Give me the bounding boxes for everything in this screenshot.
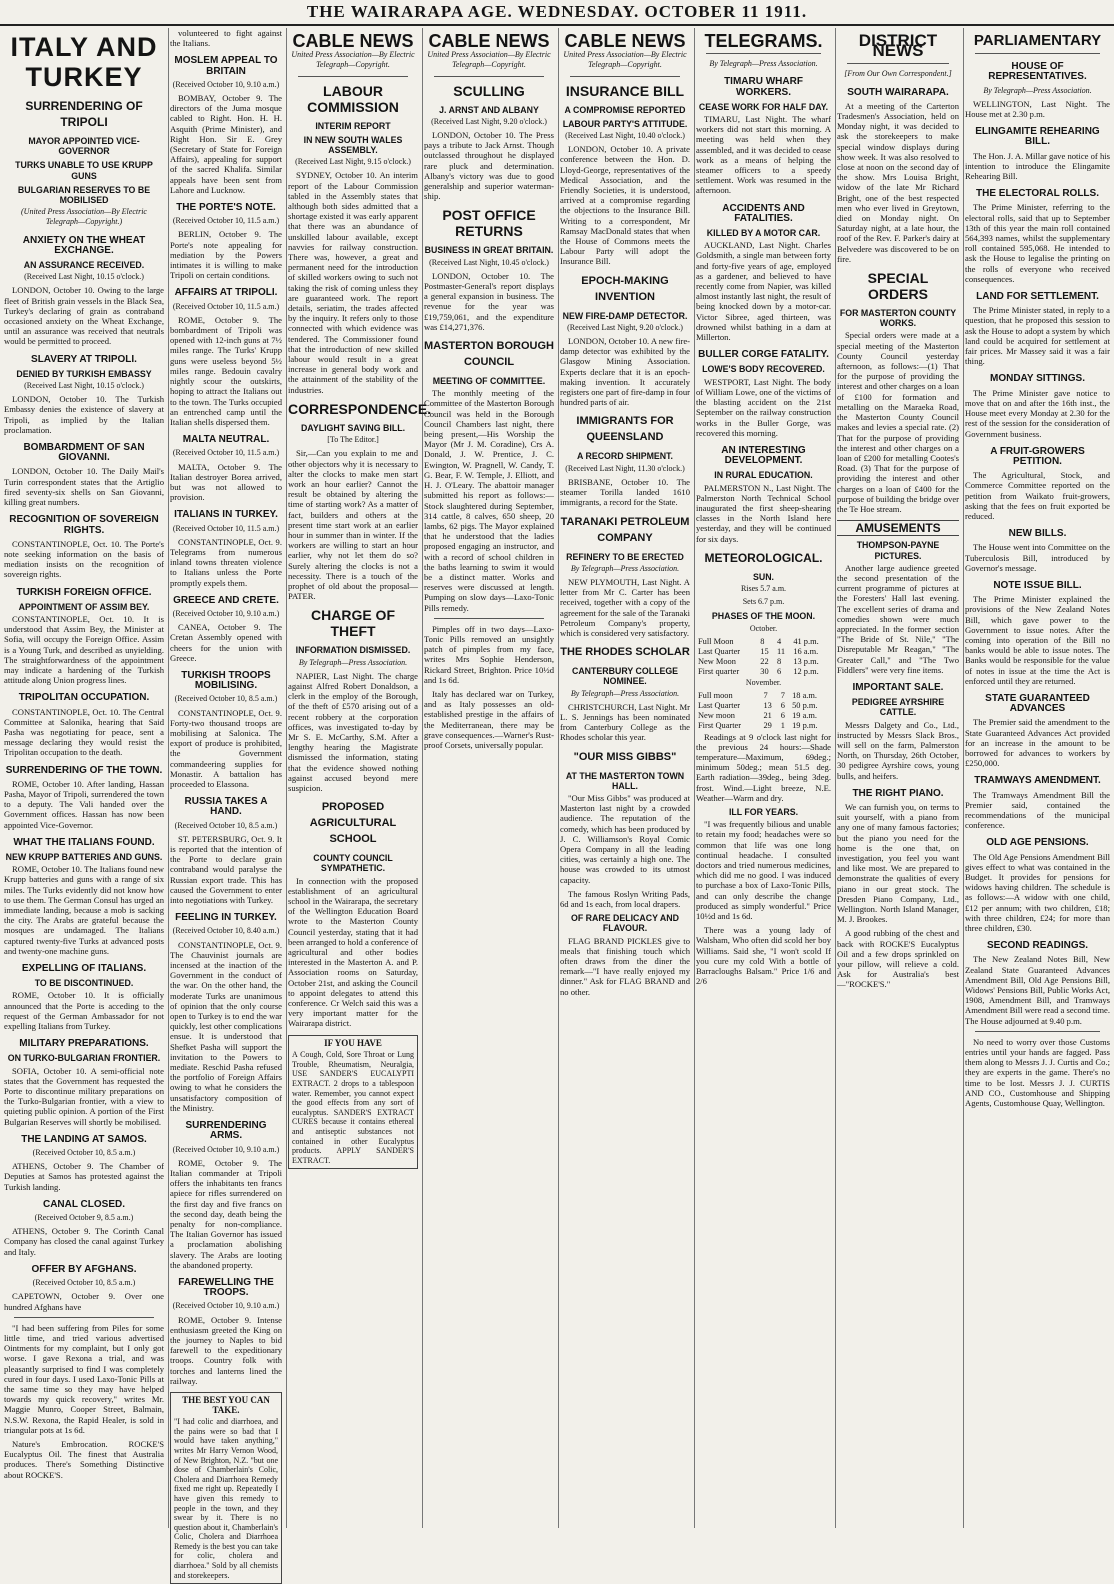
moon-phases-heading: PHASES OF THE MOON.: [711, 611, 816, 622]
article-text: SYDNEY, October 10. An interim report of the Labour Commission tabled in the Assembly states that although both sides admitted that a shortage existed it was early apparent that there was an abundance of unskilled labour available, except navvies for railway construction. There was, however, a great and permanent need for the introduction of skilled workers owing to such not taking the risk of coming unless they are guaranteed work. The report details, seriatim, the trades affected by the inquiry. It refers only to those connected with which evidence was tendered. The Commissioner found that the introduction of new skilled labour would result in a great increase in general body work and the attainment of the stability of the industries.: [288, 170, 418, 395]
section-heading: GREECE AND CRETE.: [173, 594, 279, 606]
article-text: MALTA, October 9. The Italian destroyer Borea arrived, but was not allowed to provision.: [170, 461, 282, 503]
moon-phase-cell: Full moon: [698, 690, 733, 700]
article-text: In connection with the proposed establishment of an agricultural school in the Wairarapa, the secretary of the Wellington Education Board wrote to the Masterton County Council yesterday, stating that it had been arranged to hold a conference of agricultural and other bodies interested in the Masterton A. and P. Association rooms on Saturday, October 21st, and asking the Council to appoint delegates to attend this conference. Cr Welch said this was a very important matter for the Wairarapa district.: [288, 875, 418, 1029]
credit-line: By Telegraph—Press Association.: [570, 563, 680, 573]
article-text: The Agricultural, Stock, and Commerce Committee reported on the petition from Waikato fruit-growers, asking that the fees on fruit exported be reduced.: [965, 470, 1110, 521]
advertisement: "I had been suffering from Piles for some little time, and tried various advertised Ointments for my complaint, but I only got worse. I gave Rexona a trial, and was pleasantly surprised to find I was completely cured in four days. I used Laxo-Tonic Pills at the same time so they may have helped towards my quick recovery," writes Mr. Maggie Munro, Cooper Street, Balmain, N.S.W. Rexona, the Rapid Healer, is sold in triangular pots at 1s 6d.: [4, 1322, 164, 1435]
divider: [298, 76, 408, 77]
section-heading: CANAL CLOSED.: [42, 1198, 126, 1210]
section-heading: RUSSIA TAKES A HAND.: [184, 796, 268, 818]
section-heading: TURKISH FOREIGN OFFICE.: [16, 586, 152, 598]
moon-phase-cell: First Quarter: [698, 721, 742, 731]
moon-table-november: [696, 691, 831, 732]
advertisement: A good rubbing of the chest and back with ROCKE'S Eucalyptus Oil and a few drops sprinkled on your pillow, will relieve a cold. Ask for Australia's best—"ROCKE'S.": [837, 928, 959, 990]
moon-phase-cell: New Moon: [698, 657, 736, 667]
article-text: ROME, October 9. The bombardment of Tripoli was opened with 12-inch guns at 7½ miles range. The Turks' Krupp guns were useless beyond 5½ miles range. Bedouin cavalry nightly scour the outskirts, hoping to attract the Italians out to the town. The Turks occupied an entrenched camp until the Italian shells dispersed them.: [170, 314, 282, 427]
divider: [14, 1317, 154, 1318]
section-heading: LAND FOR SETTLEMENT.: [976, 291, 1099, 303]
dateline: (Received Last Night, 10.45 o'clock.): [429, 257, 549, 267]
moon-phase-row: [696, 667, 831, 677]
section-heading: MILITARY PREPARATIONS.: [19, 1038, 149, 1050]
headline: ITALY AND TURKEY: [10, 32, 158, 92]
ad-text: A Cough, Cold, Sore Throat or Lung Trouble, Rheumatism, Neuralgia, USE SANDER'S EUCALYPTI EXTRACT. 2 drops to a tablespoon water. Remember, you cannot expect the good effects from any sort of eucalyptus. SANDER'S EXTRACT CURES because it contains ethereal and antiseptic substances not contained in other Eucalyptus products. APPLY SANDER'S EXTRACT.: [292, 1050, 414, 1165]
section-heading: EXPELLING OF ITALIANS.: [21, 963, 147, 975]
moon-phase-cell: 30: [760, 667, 769, 677]
moon-phase-cell: Last Quarter: [698, 646, 741, 656]
section-heading: MOSLEM APPEAL TO BRITAIN: [174, 55, 278, 77]
section-subheading: DENIED BY TURKISH EMBASSY: [16, 368, 152, 379]
moon-phase-cell: 21: [763, 711, 772, 721]
section-subheading: AT THE MASTERTON TOWN HALL.: [565, 770, 685, 791]
section-heading: FAREWELLING THE TROOPS.: [178, 1276, 274, 1299]
dateline: (Received October 10, 8.40 a.m.): [172, 926, 280, 936]
section-heading: NEW BILLS.: [1008, 528, 1067, 540]
article-text: CONSTANTINOPLE, Oct. 9. The Chauvinist journals are incensed at the inaction of the Government in the conduct of the war. On the other hand, the moderate Turks are unanimous of opinion that the only course open to Turkey is to end the war quickly, lest other complications ensue. It is understood that Shefket Pasha will support the invitation to the Powers to mediate. Reschid Pasha refused the portfolio of Foreign Affairs owing to what he considers the unsatisfactory composition of the Ministry.: [170, 939, 282, 1113]
article-text: WELLINGTON, Last Night. The House met at 2.30 p.m.: [965, 98, 1110, 120]
dateline: (Received Last Night, 10.15 o'clock.): [24, 272, 144, 282]
article-text: LONDON, October 10. The Daily Mail's Turin correspondent states that the Artiglio fired seventy-six shells on San Giovanni, killing great numbers.: [4, 466, 164, 508]
moon-phase-cell: 6: [780, 711, 785, 721]
article-text: CONSTANTINOPLE, Oct. 9. Telegrams from numerous inland towns threaten violence to Italians unless the Porte promptly expels them.: [170, 536, 282, 588]
section-subheading: CEASE WORK FOR HALF DAY.: [698, 101, 829, 112]
section-heading: AMUSEMENTS: [837, 520, 959, 536]
month-label: November.: [745, 677, 782, 687]
section-subheading: IN RURAL EDUCATION.: [714, 470, 813, 481]
section-heading: AN INTERESTING DEVELOPMENT.: [721, 444, 806, 467]
section-heading: ACCIDENTS AND FATALITIES.: [722, 202, 805, 224]
section-subheading: BUSINESS IN GREAT BRITAIN.: [424, 245, 554, 256]
advertisement: FLAG BRAND PICKLES give to meals that finishing touch which often draws from the diner the remark—"I have really enjoyed my dinner." Ask for FLAG BRAND and no other.: [560, 935, 690, 997]
article-text: TIMARU, Last Night. The wharf workers did not start this morning. A meeting was held when they assembled, and it was decided to cease work as a means of helping the steamer officers to a speedy settlement. Work was resumed in the afternoon.: [696, 114, 831, 196]
advertisement: No need to worry over those Customs entries until your hands are fagged. Pass them along to Messrs J. J. Curtis and Co.; they are experts in the game. There's no time to be lost. Messrs J. J. CURTIS AND CO., Customhouse and Shipping Agents, Customhouse Quay, Wellington.: [965, 1036, 1110, 1109]
dateline: (Received October 10, 11.5 a.m.): [172, 216, 280, 226]
dateline: (Received Last Night, 11.30 o'clock.): [565, 463, 685, 473]
article-text: AUCKLAND, Last Night. Charles Goldsmith, a single man between forty and forty-five years of age, employed as a gardener, and believed to have recently come from Napier, was killed almost instantly last night, the result of being knocked down by a motor-car. Victor Sibree, aged thirteen, was drowned whilst bathing in a dam at Millerton.: [696, 240, 831, 343]
moon-phase-cell: 13: [763, 700, 772, 710]
section-heading: AFFAIRS AT TRIPOLI.: [174, 287, 278, 299]
dateline: (Received October 10, 11.5 a.m.): [172, 523, 280, 533]
moon-phase-cell: 50 p.m.: [792, 700, 818, 710]
section-subheading: TO BE DISCONTINUED.: [34, 978, 134, 989]
section-subheading: DAYLIGHT SAVING BILL.: [300, 422, 406, 433]
section-subheading: INFORMATION DISMISSED.: [295, 645, 411, 656]
article-text: The House went into Committee on the Tuberculosis Bill, introduced by Governor's message.: [965, 542, 1110, 573]
moon-phase-cell: Full Moon: [698, 636, 734, 646]
moon-phase-cell: First quarter: [698, 667, 740, 677]
ad-heading: IF YOU HAVE: [324, 1037, 382, 1048]
article-text: BOMBAY, October 9. The directors of the Juma mosque cabled to Right. Hon. H. H. Asquith (Prime Minister), and Right Hon. Sir E. Grey (Secretary of State for Foreign Affairs), appealing for support of the sacred Khalifa. Similar appeals have been sent from Lahore and Lucknow.: [170, 93, 282, 195]
section-heading: THE RIGHT PIANO.: [852, 787, 944, 799]
section-subheading: NEW FIRE-DAMP DETECTOR.: [562, 310, 688, 321]
moon-phase-cell: 19 a.m.: [792, 711, 817, 721]
section-heading: "OUR MISS GIBBS": [573, 750, 677, 763]
section-subheading: A RECORD SHIPMENT.: [577, 451, 673, 462]
article-text: ROME, October 10. It is officially announced that the Porte is acceding to the request of the German Ambassador for not expelling Italians from Turkey.: [4, 990, 164, 1032]
dateline: (Received October 10, 8.5 a.m.): [174, 820, 278, 830]
section-heading: STATE GUARANTEED ADVANCES: [985, 692, 1090, 715]
section-heading: ELINGAMITE REHEARING BILL.: [975, 126, 1100, 148]
divider: [975, 1031, 1100, 1032]
column-parliamentary: [965, 28, 1110, 1528]
section-heading: FEELING IN TURKEY.: [175, 912, 277, 924]
credit-line: [From Our Own Correspondent.]: [844, 69, 952, 79]
section-heading: TRIPOLITAN OCCUPATION.: [18, 692, 150, 704]
section-subheading: APPOINTMENT OF ASSIM BEY.: [18, 601, 150, 612]
dateline: (Received October 10, 11.5 a.m.): [172, 448, 280, 458]
article-text: The Prime Minister gave notice to move that on and after the 16th inst., the House meet every Monday at 2.30 for the rest of the session for the consideration of Government business.: [965, 387, 1110, 439]
section-heading: IMMIGRANTS FOR QUEENSLAND: [576, 415, 674, 444]
section-heading: SLAVERY AT TRIPOLI.: [31, 353, 137, 365]
column-italy-turkey: [4, 28, 169, 1528]
section-heading: TRAMWAYS AMENDMENT.: [974, 775, 1101, 787]
moon-phase-row: [696, 637, 831, 647]
article-text: WESTPORT, Last Night. The body of William Lowe, one of the victims of the blasting accident on the 21st September on the railway construction works in the Buller Gorge, was recovered this morning.: [696, 376, 831, 438]
article-text: The Premier said the amendment to the State Guaranteed Advances Act provided for an increase in the amount to be borrowed for advances to workers by £250,000.: [965, 717, 1110, 769]
article-text: NAPIER, Last Night. The charge against Alfred Robert Donaldson, a clerk in the employ of the Borough, of the theft of £570 arising out of a recent robbery at the corporation offices, was investigated to-day by Mr S. E. McCarthy, S.M. After a lengthy hearing the Magistrate dismissed the information, stating that the evidence showed nothing against accused beyond mere suspicion.: [288, 670, 418, 793]
section-heading: MONDAY SITTINGS.: [989, 373, 1085, 385]
sun-rises: Rises 5.7 a.m.: [740, 583, 787, 593]
section-subheading: INTERIM REPORT: [315, 120, 391, 131]
section-heading: RECOGNITION OF SOVEREIGN RIGHTS.: [9, 514, 159, 536]
section-subheading: REFINERY TO BE ERECTED: [566, 551, 684, 562]
article-text: CONSTANTINOPLE, Oct. 10. The Porte's note seeking information on the basis of mediation insists on the recognition of sovereign rights.: [4, 538, 164, 580]
divider: [434, 76, 544, 77]
month-label: October.: [749, 623, 778, 633]
moon-phase-cell: 12 p.m.: [793, 667, 819, 677]
article-text: ATHENS, October 9. The Chamber of Deputies at Samos has protested against the Turkish landing.: [4, 1161, 164, 1192]
section-subheading: MEETING OF COMMITTEE.: [432, 376, 546, 387]
section-subheading: KILLED BY A MOTOR CAR.: [706, 228, 821, 239]
moon-phase-row: [696, 647, 831, 657]
moon-phase-row: [696, 691, 831, 701]
section-heading: MALTA NEUTRAL.: [182, 434, 270, 446]
dateline: [To The Editor.]: [327, 435, 379, 445]
section-heading: OFFER BY AFGHANS.: [31, 1263, 137, 1275]
moon-phase-cell: 15: [760, 646, 769, 656]
article-text: CONSTANTINOPLE, Oct. 10. The Central Committee at Salonika, hearing that Said Pasha was negotiating for peace, sent a message declaring they would resist the Tripolitan occupation to the death.: [4, 706, 164, 758]
section-heading: SPECIAL ORDERS: [867, 270, 929, 303]
article-text: LONDON, October 10. A private conference between the Hon. D. Lloyd-George, representatives of the Medical Association, and the Friendly Societies, it is understood, arrived at a compromise regarding the objections to the Insurance Bill. Writing to a correspondent, Mr Ramsay MacDonald states that when the House of Commons meets the Labour Party will adopt the Insurance Bill.: [560, 144, 690, 267]
advertisement: "I was frequently bilious and unable to retain my food; headaches were so common that life was one long continual headache. I consulted doctors and tried numerous medicines, which did me no good. I was induced to purchase a box of Laxo-Tonic Pills, and can only describe the change produced as simply wonderful." Price 10½d and 1s 6d.: [696, 819, 831, 922]
article-text: LONDON, October 10. The Postmaster-General's report displays a general expansion in business. The revenue for the year was £19,759,061, and the expenditure was £14,271,376.: [424, 270, 554, 332]
moon-phase-cell: 7: [763, 690, 768, 700]
dateline: (Received Last Night, 10.15 o'clock.): [24, 381, 144, 391]
moon-phase-cell: 18 a.m.: [792, 690, 817, 700]
article-text: ROME, October 10. The Italians found new Krupp batteries and guns with a range of six miles. The Turks evidently did not know how to use them. The German Consul has urged an immediate landing, because a mob is sacking the city. The Arabs are grateful because the mosques are undamaged. The Italians captured twenty-five Turks at advanced posts and twenty-one machine guns.: [4, 864, 164, 956]
column-cables-continued: [170, 28, 287, 1580]
moon-phase-cell: 6: [780, 700, 785, 710]
section-heading: IMPORTANT SALE.: [852, 681, 944, 693]
section-heading: CORRESPONDENCE.: [288, 400, 432, 417]
section-heading: BULLER CORGE FATALITY.: [698, 349, 829, 361]
article-text: The Tramways Amendment Bill the Premier said, contained the recommendations of the municipal conference.: [965, 789, 1110, 831]
article-text: ST. PETERSBURG, Oct. 9. It is reported that the intention of the Porte to declare grain contraband would paralyse the Russian export trade. This has caused the Government to enter into negotiations with Turkey.: [170, 833, 282, 906]
column-cable-news-3: [560, 28, 695, 1528]
section-heading: THE ELECTORAL ROLLS.: [976, 188, 1099, 200]
dateline: (Received October 10, 9.10 a.m.): [172, 608, 280, 618]
sun-heading: SUN.: [752, 571, 775, 582]
sun-sets: Sets 6.7 p.m.: [742, 597, 785, 607]
advertisement: The famous Roslyn Writing Pads, 6d and 1s each, from local drapers.: [560, 888, 690, 909]
section-heading: SURRENDERING OF THE TOWN.: [5, 764, 163, 776]
article-text: The Prime Minister, referring to the electoral rolls, said that up to September 13th of this year the main roll contained 564,393 names, whilst the supplementary roll contained 595,068. He intended to ask the House to legalise the printing on the rolls of everyone who received consequences.: [965, 202, 1110, 284]
moon-phase-cell: 13 p.m.: [793, 657, 819, 667]
moon-phase-cell: 4: [777, 636, 782, 646]
moon-phase-row: [696, 721, 831, 731]
article-text: LONDON, October 10. The Turkish Embassy denies the existence of slavery at Tripoli, as implied by the Italian proclamation.: [4, 394, 164, 435]
article-text: "Our Miss Gibbs" was produced at Masterton last night by a crowded audience. The reputation of the comedy, which has been produced by J. C. Williamson's Royal Comic Opera Company in all the leading cities, was certainly a high one. The house was crowded to its utmost capacity.: [560, 792, 690, 885]
article-text: At a meeting of the Carterton Tradesmen's Association, held on Monday night, it was decided to ask the storekeepers to make special window displays during show week. It was also resolved to close at noon on the second day of the show. Mrs Louisa Bright, widow of the late Mr Richard Bright, one of the best respected men who ever lived in Greytown, died on Monday night. On Saturday night, at a late hour, the roof of the Rev. F. Parker's dairy at Belvedere was discovered to be on fire.: [837, 100, 959, 264]
article-text: CANEA, October 9. The Cretan Assembly opened with cheers for the union with Greece.: [170, 622, 282, 663]
section-heading: EPOCH-MAKING INVENTION: [581, 274, 669, 303]
section-heading: SCULLING: [453, 82, 525, 99]
article-text: The Old Age Pensions Amendment Bill gives effect to what was contained in the Budget. It provides for pensions for widows having children. The schedule is as follows:—A widow with one child, £12 per annum; with two children, £18; with three children, £24; for more than three children, £30.: [965, 851, 1110, 934]
article-text: Messrs Dalgety and Co., Ltd., instructed by Messrs Slack Bros., will sell on the farm, Palmerston North, on Thursday, 26th October, 30 pedigree Ayrshire cows, young bulls, and heifers.: [837, 719, 959, 781]
column-title: CABLE NEWS: [564, 31, 686, 51]
moon-phase-cell: 19 p.m.: [792, 721, 818, 731]
dateline: (Received Last Night, 9.15 o'clock.): [295, 157, 411, 167]
section-subheading: ILL FOR YEARS.: [728, 807, 799, 817]
article-text: PALMERSTON N., Last Night. The Palmerston North Technical School inaugurated the first sheep-shearing classes in the North Island here yesterday, and they will be continued for six days.: [696, 482, 831, 544]
article-text: ROME, October 9. Intense enthusiasm greeted the King on the journey to Naples to bid farewell to the expeditionary troops. Country folk with torches and lanterns lined the railway.: [170, 1314, 282, 1386]
article-text: CAPETOWN, October 9. Over one hundred Afghans have: [4, 1291, 164, 1312]
column-title: CABLE NEWS: [292, 31, 414, 51]
article-text: BERLIN, October 9. The Porte's note appealing for mediation by the Powers intimates it is willing to make Tripoli on certain conditions.: [170, 229, 282, 281]
advertisement: [170, 1392, 282, 1584]
dateline: (Received Last Night, 10.40 o'clock.): [565, 131, 685, 141]
article-text: We can furnish you, on terms to suit yourself, with a piano from any one of many famous factories; but the piano you need for the home is the one that, on investigation, you feel you want and like most. We are prepared to demonstrate the qualities of every piano in our great stock. The Dresden Piano Company, Ltd., Wellington. North Island Manager, M. J. Brookes.: [837, 802, 959, 925]
section-subheading: LOWE'S BODY RECOVERED.: [702, 364, 825, 375]
section-subheading: COUNTY COUNCIL SYMPATHETIC.: [313, 853, 393, 874]
ad-text: "I had colic and diarrhoea, and the pains were so bad that I would have taken anything," writes Mr Harry Vernon Wood, of New Brighton, N.Z. "but one dose of Chamberlain's Colic, Cholera and Diarrhoea Remedy fixed me right up. Repeatedly I have given this remedy to people in the town, and they swear by it. There is no question about it, Chamberlain's Colic, Cholera and Diarrhoea Remedy is the best you can take for colic, cholera and diarrhoea." Sold by all chemists and storekeepers.: [174, 1417, 278, 1580]
dateline: (Received October 10, 11.5 a.m.): [172, 301, 280, 311]
advertisement: [288, 1035, 418, 1170]
section-heading: TIMARU WHARF WORKERS.: [724, 76, 803, 98]
section-heading: ITALIANS IN TURKEY.: [174, 509, 278, 521]
section-heading: MASTERTON BOROUGH COUNCIL: [424, 340, 554, 369]
column-title: DISTRICT NEWS: [858, 31, 938, 61]
moon-phase-row: [696, 711, 831, 721]
moon-phase-cell: Last Quarter: [698, 700, 741, 710]
section-subheading: THOMPSON-PAYNE PICTURES.: [856, 540, 940, 561]
section-subheading: J. ARNST AND ALBANY: [439, 104, 539, 115]
article-text: The monthly meeting of the Committee of the Masterton Borough Council was held in the Borough Council Chambers last night, there being present,—His Worship the Mayor (Mr J. M. Coradine), Crs A. Donald, J. W. Prentice, J. C. Ewington, W. Pragnell, W. Candy, T. G. Bear, F. W. Temple, J. Elliott, and H. J. O'Leary. The abattoir manager submitted his report as follows:—Stock slaughtered during September, 314 cattle, 8 calves, 650 sheep, 20 lambs, 62 pigs. The Mayor explained that he understood that the ladies proposed engaging an instructor, and with a record of school children in the baths learning to swim it would be a distinct matter. Works and reserves were discussed at length. Pumping on slow days—Laxo-Tonic Pills remedy.: [424, 388, 554, 613]
section-heading: NOTE ISSUE BILL.: [993, 579, 1082, 591]
column-telegrams: [696, 28, 836, 1528]
moon-phase-cell: 6: [777, 667, 782, 677]
moon-phase-cell: 8: [760, 636, 765, 646]
moon-phase-cell: 11: [777, 646, 786, 656]
moon-phase-cell: 29: [763, 721, 772, 731]
divider: [706, 53, 821, 54]
moon-phase-cell: New moon: [698, 711, 735, 721]
column-title: PARLIAMENTARY: [973, 32, 1102, 49]
article-text: NEW PLYMOUTH, Last Night. A letter from Mr C. Carter has been received, together with a copy of the agreement for the sale of the Taranaki Petroleum Company's property, which is considered very satisfactory.: [560, 576, 690, 638]
moon-phase-cell: 7: [780, 690, 785, 700]
subheadline: TURKS UNABLE TO USE KRUPP GUNS: [15, 160, 153, 181]
article-text: Readings at 9 o'clock last night for the previous 24 hours:—Shade temperature—Maximum, 69deg.; minimum 50deg.; mean 51.5 deg. Earth radiation—39deg., being 3deg. frost. Wind.—Light breeze, N.E. Weather—Warm and dry.: [696, 731, 831, 803]
credit-line: United Press Association—By Electric Telegraph—Copyright.: [563, 50, 687, 70]
dateline: (Received October 10, 8.5 a.m.): [32, 1278, 136, 1288]
section-heading: CHARGE OF THEFT: [311, 607, 395, 640]
subheadline: MAYOR APPOINTED VICE-GOVERNOR: [28, 136, 140, 157]
moon-phase-cell: 22: [760, 657, 769, 667]
article-text: ROME, October 9. The Italian commander at Tripoli offers the inhabitants ten francs apiece for rifles surrendered on the first day and five francs on the second day, death being the penalty for non-compliance. The Italian Governor has issued a proclamation abolishing slavery. The Arabs are looting the abandoned property.: [170, 1157, 282, 1270]
section-heading: ANXIETY ON THE WHEAT EXCHANGE.: [22, 234, 146, 256]
moon-phase-cell: 8: [777, 657, 782, 667]
moon-phase-row: [696, 657, 831, 667]
credit-line: (United Press Association—By Electric Telegraph—Copyright.): [21, 207, 147, 227]
section-heading: A FRUIT-GROWERS PETITION.: [990, 445, 1085, 467]
article-text: CONSTANTINOPLE, Oct. 9. Forty-two thousand troops are mobilising at Salonica. The export of produce is prohibited, the Government commandeering supplies for Monastir. A battalion has proceeded to Elassona.: [170, 707, 282, 789]
article-text: CHRISTCHURCH, Last Night. Mr L. S. Jennings has been nominated from Canterbury College as the Rhodes scholar this year.: [560, 701, 690, 743]
article-text: LONDON, October 10. Owing to the large fleet of British grain vessels in the Black Sea, Turkey's declaring of grain as contraband occasioned anxiety on the Wheat Exchange, until an assurance was received that neutrals would be permitted to proceed.: [4, 285, 164, 347]
divider: [975, 53, 1100, 54]
advertisement: There was a young lady of Walsham, Who often did scold her boy Williams. Said she, "I won't scold If you cure my cold With a bottle of Barracloughs Balsam." Price 1/6 and 2/6: [696, 925, 831, 987]
dateline: (Received October 10, 8.5 a.m.): [174, 694, 278, 704]
article-text: volunteered to fight against the Italians.: [170, 28, 282, 49]
section-heading: PROPOSED AGRICULTURAL SCHOOL: [309, 801, 397, 846]
ad-heading: THE BEST YOU CAN TAKE.: [182, 1394, 270, 1415]
divider: [570, 76, 680, 77]
credit-line: United Press Association—By Electric Telegraph—Copyright.: [291, 50, 415, 70]
subheadline: SURRENDERING OF TRIPOLI: [25, 99, 143, 129]
article-text: Italy has declared war on Turkey, and as Italy possesses an old-established prestige in the affairs of the Mediterranean, there may be grave consequences.—Warner's Rust-proof Corsets, universally popular.: [424, 688, 554, 750]
section-heading: SOUTH WAIRARAPA.: [847, 86, 949, 98]
section-subheading: CANTERBURY COLLEGE NOMINEE.: [571, 666, 679, 687]
dateline: (Received October 10, 9.10 a.m.): [172, 79, 280, 89]
dateline: (Received October 10, 8.5 a.m.): [32, 1148, 136, 1158]
column-district-news: [837, 28, 964, 1528]
section-heading: TURKISH TROOPS MOBILISING.: [181, 669, 271, 692]
advertisement: Nature's Embrocation. ROCKE'S Eucalyptus Oil. The finest that Australia produces. There's Something Distinctive about ROCKE'S.: [4, 1438, 164, 1480]
masthead: THE WAIRARAPA AGE. WEDNESDAY. OCTOBER 11 1911.: [0, 0, 1114, 26]
subheadline: BULGARIAN RESERVES TO BE MOBILISED: [17, 184, 151, 206]
dateline: (Received October 9, 8.5 a.m.): [34, 1213, 134, 1223]
article-text: ATHENS, October 9. The Corinth Canal Company has closed the canal against Turkey and Italy.: [4, 1226, 164, 1257]
credit-line: By Telegraph—Press Association.: [983, 85, 1092, 95]
section-heading: SURRENDERING ARMS.: [185, 1120, 267, 1142]
advertisement: Pimples off in two days—Laxo-Tonic Pills removed an unsightly patch of pimples from my face, writes Mrs Sophie Henderson, Rickard Street, Brighton. Price 10½d and 1s 6d.: [424, 623, 554, 685]
article-text: LONDON, October 10. A new fire-damp detector was exhibited by the Glasgow Mining Association. Experts declare that it is an epoch-making invention. It accurately registers one part of fire-damp in four hundred parts of air.: [560, 336, 690, 408]
article-text: CONSTANTINOPLE, Oct. 10. It is understood that Assim Bey, the Minister at Sofia, will occupy the Foreign Office. Assim is a Young Turk, and described as unyielding. The straightforwardness of the appointment may indicate a hardening of the Turkish attitude along Union progress lines.: [4, 613, 164, 686]
moon-phase-row: [696, 701, 831, 711]
section-heading: LABOUR COMMISSION: [307, 82, 399, 115]
article-text: Sir,—Can you explain to me and other objectors why it is necessary to alter the clocks to make men start work an hour earlier? Cannot the result be obtained by altering the time of starting work? As a matter of fact, builders and others at the present time start work at an earlier hour in summer than in winter. If the workers are willing to start an hour earlier, why not let them do so? Surely altering the clocks is not a necessity. There is a touch of the prophet of old about the proposal—PATER.: [288, 448, 418, 602]
section-heading: SECOND READINGS.: [986, 940, 1089, 952]
column-cable-news-1: [288, 28, 432, 1528]
article-text: BRISBANE, October 10. The steamer Torilla landed 1610 immigrants, a record for the State.: [560, 476, 690, 508]
section-heading: THE LANDING AT SAMOS.: [21, 1133, 147, 1145]
section-heading: HOUSE OF REPRESENTATIVES.: [988, 61, 1087, 83]
article-text: Another large audience greeted the second presentation of the current programme of pictures at the Foresters' Hall last evening. The excellent series of drama and comedies shown were much appreciated. In the former section "The Bride of St. Nile," "The Disreputable Mr Reagan," "The Greater Call," and "The Two Fiddlers" were very fine items.: [837, 562, 959, 675]
section-subheading: AN ASSURANCE RECEIVED.: [23, 260, 145, 271]
column-cable-news-2: [424, 28, 559, 1528]
section-subheading: PEDIGREE AYRSHIRE CATTLE.: [851, 697, 945, 718]
article-text: SOFIA, October 10. A semi-official note states that the Government has requested the Porte to discontinue military preparations on the Turko-Bulgarian frontier, with a view to quieting public opinion. A portion of the First Bulgarian Reserves will shortly be mobilised.: [4, 1065, 164, 1127]
dateline: (Received Last Night, 9.20 o'clock.): [431, 116, 547, 126]
article-text: The New Zealand Notes Bill, New Zealand State Guaranteed Advances Amendment Bill, Old Age Pensions Bill, Widows' Pensions Bill, Public Works Act, 1908, Amendment Bill, and Tramways Amendment Bill were read a second time. The House adjourned at 9.40 p.m.: [965, 954, 1110, 1026]
article-text: The Hon. J. A. Millar gave notice of his intention to introduce the Elingamite Rehearing Bill.: [965, 150, 1110, 182]
moon-phase-cell: 16 a.m.: [793, 646, 819, 656]
article-text: LONDON, October 10. The Press pays a tribute to Jack Arnst. Though outclassed throughout he displayed rare pluck and determination. Albany's victory was due to good generalship and superior waterman-ship.: [424, 130, 554, 202]
article-text: The Prime Minister explained the provisions of the New Zealand Notes Bill, which gave power to the Government to issue notes. After the coming into operation of the Bill no banks would be able to issue notes. The Banks would be responsible for the value of notes in issue at the time the Act is enforced until they are returned.: [965, 594, 1110, 686]
credit-line: United Press Association—By Electric Telegraph—Copyright.: [427, 50, 551, 70]
section-heading: THE RHODES SCHOLAR: [560, 646, 690, 659]
section-subheading: IN NEW SOUTH WALES ASSEMBLY.: [303, 134, 403, 156]
section-heading: METEOROLOGICAL.: [704, 550, 823, 565]
article-text: Special orders were made at a special meeting of the Masterton County Council yesterday afternoon, as follows:—(1) That for the purpose of providing the interest and other charges on a loan of £100 for formation and metalling on the Maraeka Road, the Masterton County Council makes and levies a special rate. (2) That for the purpose of providing the interest and other charges on a loan of £200 for metalling Cootes's Road. (3) That for the purpose of providing the interest and other charges on a loan of £400 for the purpose of building the bridge over the Te Hoe stream.: [837, 330, 959, 514]
article-text: The Prime Minister stated, in reply to a question, that he proposed this session to ask the House to adopt a system by which land could be acquired for settlement at fair prices. Mr Massey said it was a fair thing.: [965, 305, 1110, 367]
credit-line: By Telegraph—Press Association.: [570, 688, 680, 698]
moon-phase-cell: 41 p.m.: [793, 636, 819, 646]
section-heading: THE PORTE'S NOTE.: [176, 202, 276, 214]
column-title: TELEGRAMS.: [704, 31, 823, 51]
divider: [434, 618, 544, 619]
credit-line: By Telegraph—Press Association.: [709, 59, 818, 69]
section-heading: INSURANCE BILL: [565, 82, 685, 99]
section-subheading: FOR MASTERTON COUNTY WORKS.: [839, 308, 957, 329]
credit-line: By Telegraph—Press Association.: [298, 657, 408, 667]
section-subheading: NEW KRUPP BATTERIES AND GUNS.: [5, 851, 163, 862]
section-subheading: ON TURKO-BULGARIAN FRONTIER.: [7, 1053, 161, 1064]
article-text: ROME, October 10. After landing, Hassan Pasha, Mayor of Tripoli, surrendered the town to a deputy. The Vali handed over the Government offices. Hassan has now been appointed Vice-Governor.: [4, 778, 164, 830]
section-heading: POST OFFICE RETURNS: [442, 207, 536, 240]
section-subheading: A COMPROMISE REPORTED: [564, 104, 686, 115]
dateline: (Received October 10, 9.10 a.m.): [172, 1301, 280, 1311]
moon-table-october: [696, 637, 831, 678]
section-subheading: OF RARE DELICACY AND FLAVOUR.: [570, 913, 679, 934]
section-heading: TARANAKI PETROLEUM COMPANY: [560, 515, 690, 544]
section-heading: WHAT THE ITALIANS FOUND.: [13, 836, 155, 848]
section-heading: BOMBARDMENT OF SAN GIOVANNI.: [23, 442, 145, 464]
dateline: (Received October 10, 9.10 a.m.): [172, 1144, 280, 1154]
section-heading: OLD AGE PENSIONS.: [986, 837, 1089, 849]
section-subheading: LABOUR PARTY'S ATTITUDE.: [562, 118, 688, 129]
dateline: (Received Last Night, 9.20 o'clock.): [567, 322, 683, 332]
moon-phase-cell: 1: [780, 721, 785, 731]
divider: [847, 63, 949, 64]
column-title: CABLE NEWS: [428, 31, 550, 51]
